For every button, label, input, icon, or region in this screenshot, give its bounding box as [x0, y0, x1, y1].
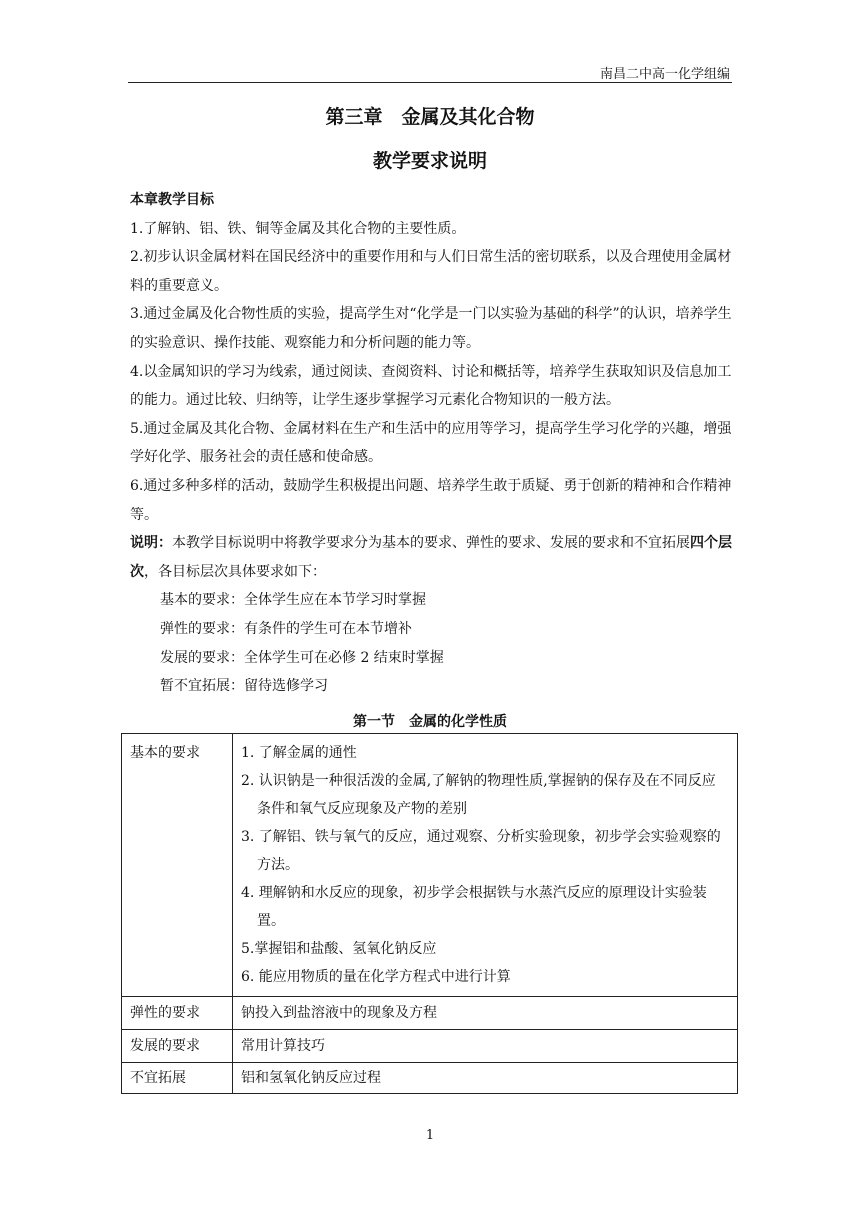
objectives-heading: 本章教学目标 [130, 192, 214, 208]
requirement-item: 5.掌握铝和盐酸、氢氧化钠反应 [241, 941, 437, 957]
level-item: 暂不宜拓展：留待选修学习 [160, 678, 328, 695]
chapter-title: 第三章 金属及其化合物 [325, 106, 535, 128]
objective-item: 3.通过金属及化合物性质的实验，提高学生对“化学是一门以实验为基础的科学”的认识，培养学生的实验意识、操作技能、观察能力和分析问题的能力等。 [130, 306, 732, 351]
requirement-item: 1. 了解金属的通性 [241, 745, 357, 761]
row-label: 弹性的要求 [122, 997, 233, 1030]
row-content: 常用计算技巧 [233, 1030, 738, 1063]
table-row [122, 997, 738, 1030]
requirements-table [121, 733, 738, 1094]
level-item: 发展的要求：全体学生可在必修 2 结束时掌握 [160, 649, 444, 666]
note-bold-text: 四个层次 [130, 535, 732, 580]
requirement-item: 6. 能应用物质的量在化学方程式中进行计算 [241, 969, 511, 985]
row-label: 基本的要求 [122, 734, 233, 997]
objective-item: 4.以金属知识的学习为线索，通过阅读、查阅资料、讨论和概括等，培养学生获取知识及信息加工的能力。通过比较、归纳等，让学生逐步掌握学习元素化合物知识的一般方法。 [130, 363, 732, 409]
section-title: 第一节 金属的化学性质 [353, 714, 507, 730]
page-number: 1 [425, 1128, 435, 1143]
page-header: 南昌二中高一化学组编 [599, 67, 730, 82]
note-text: 本教学目标说明中将教学要求分为基本的要求、弹性的要求、发展的要求和不宜拓展 [172, 535, 690, 552]
objective-item: 2.初步认识金属材料在国民经济中的重要作用和与人们日常生活的密切联系，以及合理使用金属材料的重要意义。 [130, 249, 732, 294]
row-content: 铝和氢氧化钠反应过程 [233, 1063, 738, 1094]
row-label: 发展的要求 [122, 1030, 233, 1063]
objective-item: 1.了解钠、铝、铁、铜等金属及其化合物的主要性质。 [130, 220, 466, 237]
level-item: 弹性的要求：有条件的学生可在本节增补 [160, 620, 412, 637]
row-content: 钠投入到盐溶液中的现象及方程 [233, 997, 738, 1030]
row-label: 不宜拓展 [122, 1063, 233, 1094]
level-item: 基本的要求：全体学生应在本节学习时掌握 [160, 592, 426, 609]
note-paragraph [130, 529, 733, 586]
requirement-item: 4. 理解钠和水反应的现象，初步学会根据铁与水蒸汽反应的原理设计实验装置。 [241, 885, 707, 929]
table-row [122, 1063, 738, 1094]
header-rule [128, 82, 732, 83]
requirement-item: 2. 认识钠是一种很活泼的金属,了解钠的物理性质,掌握钠的保存及在不同反应条件和氧气反应现象及产物的差别 [241, 773, 716, 817]
requirement-item: 3. 了解铝、铁与氧气的反应，通过观察、分析实验现象，初步学会实验观察的方法。 [241, 829, 721, 873]
document-title: 教学要求说明 [372, 150, 487, 172]
row-content [233, 734, 738, 997]
levels-list [130, 586, 733, 700]
objectives-section [130, 186, 733, 701]
table-row [122, 734, 738, 997]
note-label: 说明： [130, 535, 172, 552]
note-tail: ，各目标层次具体要求如下： [144, 563, 326, 580]
table-row [122, 1030, 738, 1063]
objective-item: 5.通过金属及其化合物、金属材料在生产和生活中的应用等学习，提高学生学习化学的兴趣，增强学好化学、服务社会的责任感和使命感。 [130, 420, 732, 466]
objective-item: 6.通过多种多样的活动，鼓励学生积极提出问题、培养学生敢于质疑、勇于创新的精神和合作精神等。 [130, 477, 732, 523]
